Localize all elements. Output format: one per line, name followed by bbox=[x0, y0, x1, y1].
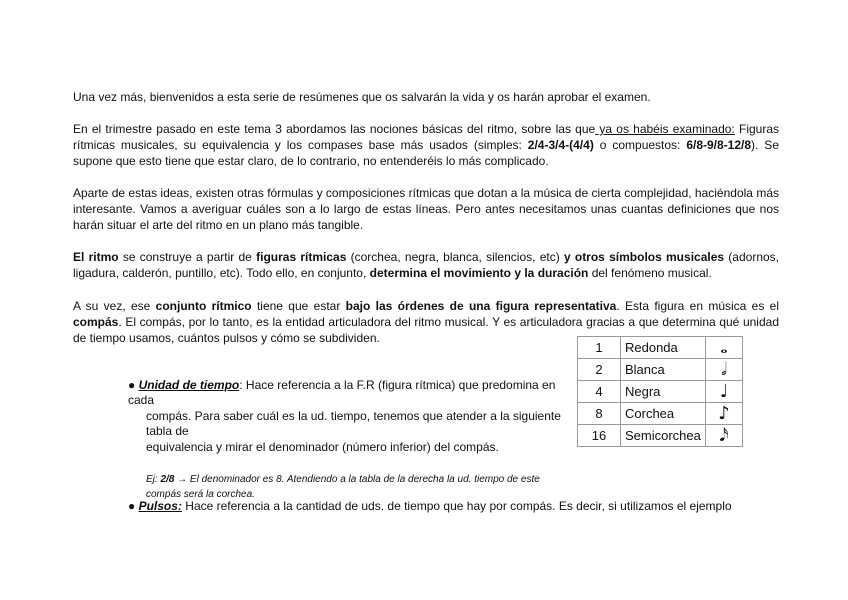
table-cell-name: Negra bbox=[621, 381, 706, 403]
text: A su vez, ese bbox=[73, 299, 156, 313]
figure-equivalence-table bbox=[577, 336, 743, 447]
text: se construye a partir de bbox=[118, 250, 257, 264]
table-cell-name: Blanca bbox=[621, 359, 706, 381]
text: Hace referencia a la cantidad de uds. de tiempo que hay por compás. Es decir, si utilizamos el ejemplo bbox=[181, 499, 732, 513]
text: ). Se supone que esto tiene que estar claro, de lo contrario, no entenderéis lo más complicado. bbox=[73, 138, 779, 168]
table-cell-number: 1 bbox=[578, 337, 621, 359]
simple-meters: 2/4-3/4-(4/4) bbox=[527, 138, 594, 152]
quarter-note-icon: ♩ bbox=[706, 381, 743, 403]
bold-term: conjunto rítmico bbox=[155, 299, 252, 313]
table-row bbox=[578, 359, 743, 381]
text: compás será la corchea. bbox=[146, 489, 255, 500]
example-prefix: Ej: bbox=[146, 474, 161, 485]
bullet-term: Unidad de tiempo bbox=[138, 378, 240, 392]
half-note-icon: 𝅗𝅥 bbox=[706, 359, 743, 381]
table-cell-number: 16 bbox=[578, 425, 621, 447]
table-row bbox=[578, 381, 743, 403]
bold-term: determina el movimiento y la duración bbox=[369, 266, 589, 280]
table-cell-name: Corchea bbox=[621, 403, 706, 425]
table-row bbox=[578, 403, 743, 425]
table-row bbox=[578, 425, 743, 447]
text: o compuestos: bbox=[593, 138, 687, 152]
compound-meters: 6/8-9/8-12/8 bbox=[686, 138, 752, 152]
bold-term: bajo las órdenes de una figura representativa bbox=[345, 299, 617, 313]
bullet-term: Pulsos: bbox=[138, 499, 182, 513]
bullet-pulsos bbox=[128, 498, 779, 514]
sixteenth-note-icon: 𝅘𝅥𝅯 bbox=[706, 425, 743, 447]
text: → El denominador es 8. Atendiendo a la tabla de la derecha la ud. tiempo de este bbox=[174, 474, 540, 485]
table-cell-number: 8 bbox=[578, 403, 621, 425]
whole-note-icon: 𝅝 bbox=[706, 337, 743, 359]
table-row bbox=[578, 337, 743, 359]
complexity-paragraph bbox=[73, 185, 779, 233]
bullet-unidad-line2 bbox=[146, 409, 568, 439]
text: equivalencia y mirar el denominador (número inferior) del compás. bbox=[146, 440, 499, 454]
text: En el trimestre pasado en este tema 3 abordamos las nociones básicas del ritmo, sobre las que bbox=[73, 122, 596, 136]
text: (adornos, ligadura, calderón, puntillo, etc). Todo ello, en conjunto, bbox=[73, 250, 779, 280]
text: Figuras rítmicas musicales, su equivalencia y los compases base más usados (simples: bbox=[73, 122, 779, 152]
eighth-note-icon: ♪ bbox=[706, 403, 743, 425]
bullet-icon: ● bbox=[128, 499, 136, 513]
text: (corchea, negra, blanca, silencios, etc) bbox=[346, 250, 560, 264]
rhythm-definition-paragraph bbox=[73, 249, 779, 281]
bold-term: figuras rítmicas bbox=[256, 250, 347, 264]
text: : Hace referencia a la F.R (figura rítmica) que predomina en cada bbox=[128, 378, 556, 407]
bold-term: compás bbox=[73, 315, 119, 329]
intro-text: Una vez más, bienvenidos a esta serie de resúmenes que os salvarán la vida y os harán aprobar el examen. bbox=[73, 90, 651, 104]
bullet-unidad-tiempo bbox=[128, 378, 568, 408]
bullet-icon: ● bbox=[128, 378, 136, 392]
underlined-text: ya os habéis examinado: bbox=[595, 122, 735, 136]
text: . Esta figura en música es el bbox=[616, 299, 779, 313]
intro-paragraph bbox=[73, 89, 779, 105]
bold-term: El ritmo bbox=[73, 250, 119, 264]
bullet-unidad-line3 bbox=[146, 440, 568, 455]
text: . El compás, por lo tanto, es la entidad articuladora del ritmo musical. Y es articuladora gracias a que determina qué unidad de tiempo usamos, cuántos pulsos y cómo se subdividen. bbox=[73, 315, 779, 345]
table-cell-name: Semicorchea bbox=[621, 425, 706, 447]
table-cell-number: 4 bbox=[578, 381, 621, 403]
text: del fenómeno musical. bbox=[588, 266, 712, 280]
text: compás. Para saber cuál es la ud. tiempo, tenemos que atender a la siguiente tabla de bbox=[146, 409, 561, 438]
text: tiene que estar bbox=[251, 299, 346, 313]
bold-term: y otros símbolos musicales bbox=[559, 250, 725, 264]
text: Aparte de estas ideas, existen otras fórmulas y composiciones rítmicas que dotan a la música de cierta complejidad, haciéndola más interesante. Vamos a averiguar cuáles son a lo largo de estas líneas. Pero antes necesitamos unas cuantas definiciones que nos harán situar el arte del ritmo en un plano más tangible. bbox=[73, 186, 779, 232]
table-cell-number: 2 bbox=[578, 359, 621, 381]
trimester-paragraph bbox=[73, 121, 779, 169]
table-cell-name: Redonda bbox=[621, 337, 706, 359]
example-fraction: 2/8 bbox=[160, 474, 175, 485]
